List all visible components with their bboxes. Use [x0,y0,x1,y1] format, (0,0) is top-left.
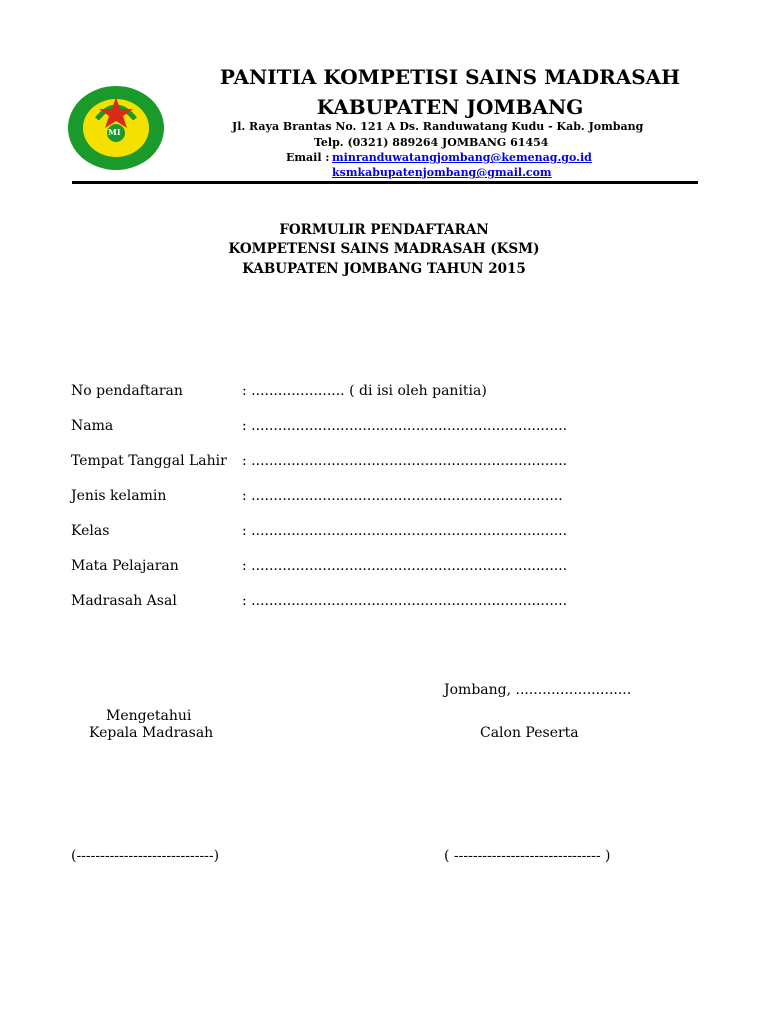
org-subtitle: KABUPATEN JOMBANG [316,95,584,119]
signature-right-blank: ( ------------------------------- ) [444,848,611,864]
field-value-tempat-tanggal-lahir: : ....................................................................... [242,453,568,469]
logo-badge-text: MI [108,127,121,137]
field-label-nama: Nama [71,418,114,434]
field-label-tempat-tanggal-lahir: Tempat Tanggal Lahir [71,453,227,469]
email-link-2[interactable]: ksmkabupatenjombang@gmail.com [332,166,552,179]
place-date: Jombang, .......................... [444,682,632,698]
signature-right-label: Calon Peserta [480,725,579,741]
field-value-nama: : ....................................................................... [242,418,568,434]
field-value-jenis-kelamin: : ...................................................................... [242,488,563,504]
form-title-line-3: KABUPATEN JOMBANG TAHUN 2015 [242,261,526,277]
signature-left-line-1: Mengetahui [106,708,192,724]
field-label-madrasah-asal: Madrasah Asal [71,593,177,609]
field-value-no-pendaftaran: : ..................... ( di isi oleh panitia) [242,383,487,399]
signature-left-line-2: Kepala Madrasah [89,725,214,741]
field-label-no-pendaftaran: No pendaftaran [71,383,183,399]
form-title-line-1: FORMULIR PENDAFTARAN [279,222,489,238]
field-value-madrasah-asal: : ....................................................................... [242,593,568,609]
email-label: Email : [286,151,330,164]
address-text: Jl. Raya Brantas No. 121 A Ds. Randuwatang Kudu - Kab. Jombang [232,120,644,133]
field-value-mata-pelajaran: : ....................................................................... [242,558,568,574]
org-title: PANITIA KOMPETISI SAINS MADRASAH [219,65,681,89]
form-title-line-2: KOMPETENSI SAINS MADRASAH (KSM) [228,241,540,257]
email-link-1[interactable]: minranduwatangjombang@kemenag.go.id [332,151,592,164]
phone-text: Telp. (0321) 889264 JOMBANG 61454 [314,136,549,149]
field-value-kelas: : ....................................................................... [242,523,568,539]
signature-left-blank: (-----------------------------) [71,848,220,864]
field-label-mata-pelajaran: Mata Pelajaran [71,558,179,574]
field-label-jenis-kelamin: Jenis kelamin [71,488,167,504]
header-divider [72,181,698,184]
field-label-kelas: Kelas [71,523,110,539]
